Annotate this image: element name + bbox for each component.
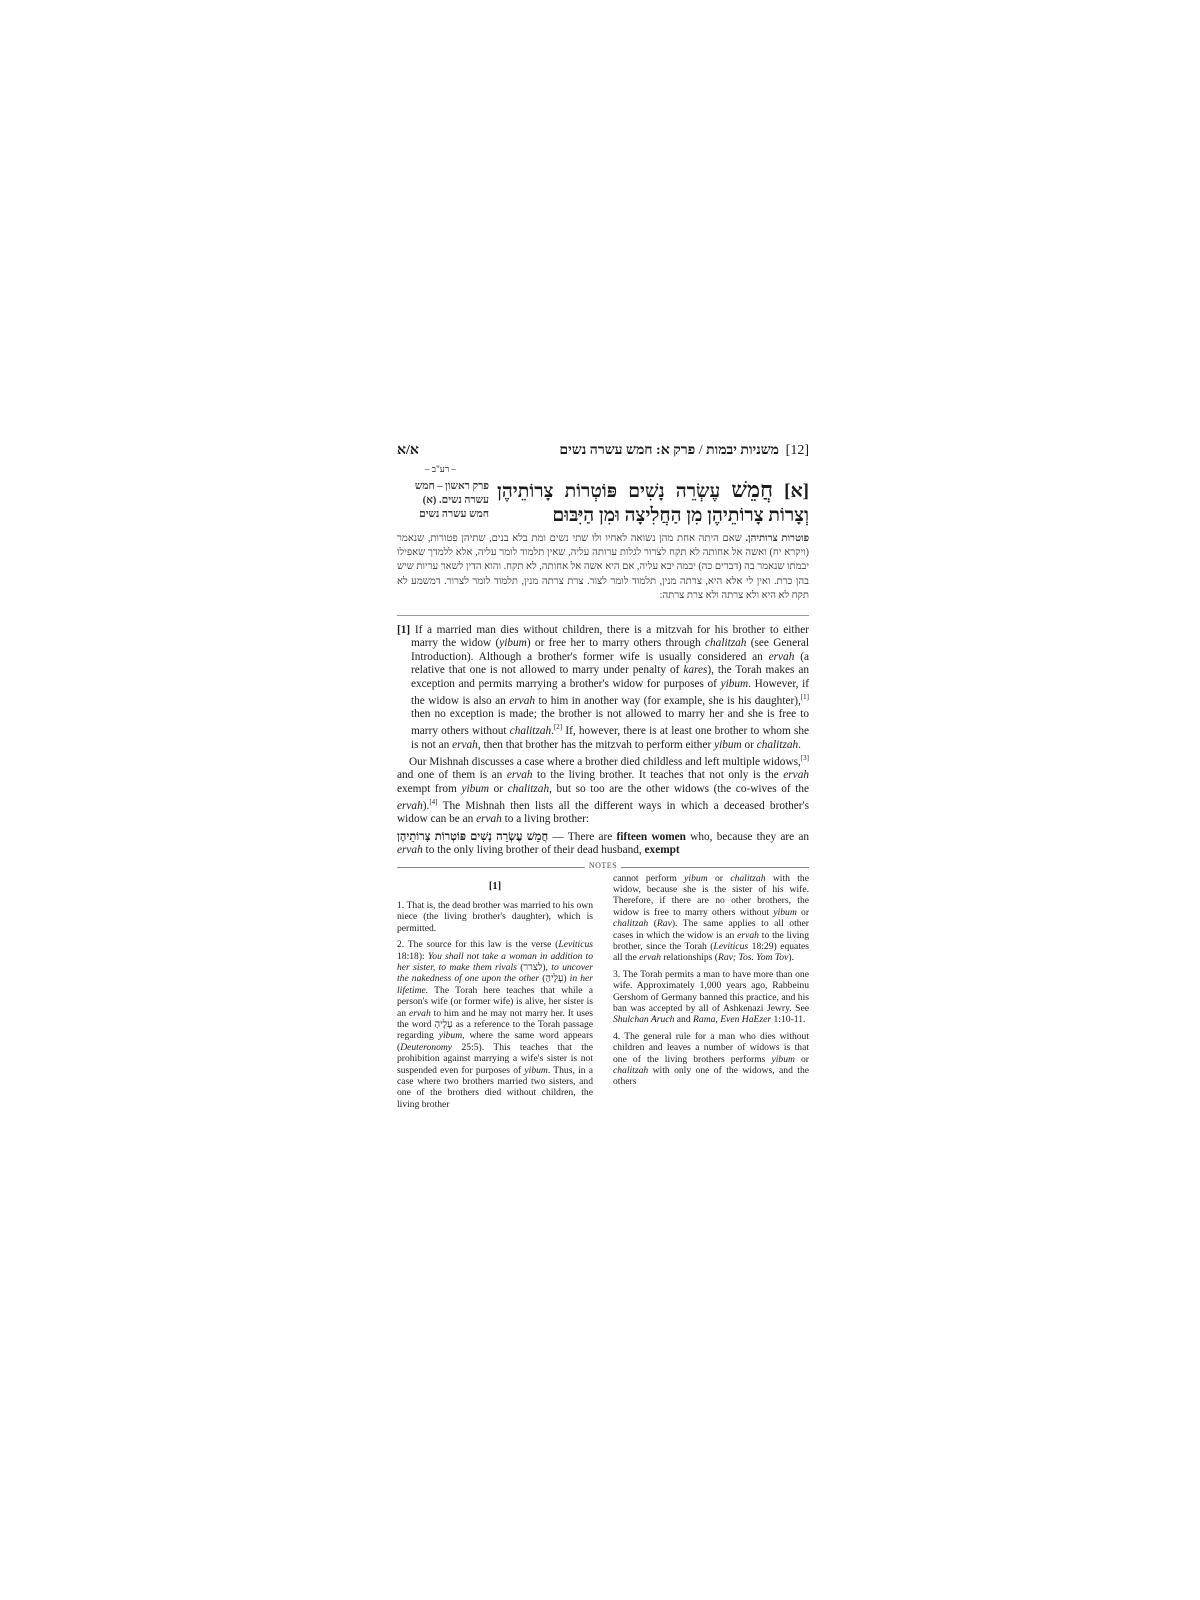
sidebar-line-3: חמש עשרה נשים: [419, 509, 489, 520]
italic-term: yibum: [499, 637, 527, 650]
tractate-title: משניות יבמות: [706, 443, 779, 458]
italic-term: ervah: [783, 769, 809, 782]
italic-term: chalitzah: [613, 1065, 649, 1077]
italic-term: chalitzah: [705, 637, 747, 650]
italic-term: yibum: [461, 782, 490, 795]
italic-term: yibum: [773, 906, 797, 918]
italic-term: in her lifetime.: [397, 973, 593, 996]
sidebar-heading: [397, 480, 489, 522]
italic-term: ervah: [397, 799, 423, 812]
english-elucidation: [397, 624, 809, 858]
paragraph-1: [397, 624, 809, 752]
note-item: 4. The general rule for a man who dies without children and leaves a number of widows is that one of the living brothers performs yibum or chalitzah with only one of the widows, and the others: [613, 1030, 810, 1088]
notes-heading: [1]: [488, 880, 502, 892]
italic-term: kares: [683, 664, 708, 677]
title-separator: /: [698, 443, 703, 458]
paragraph-3-text: — There are fifteen women who, because they are an ervah to the only living brother of their dead husband, exempt: [397, 830, 810, 857]
mishnah-reference: א/א: [397, 443, 419, 458]
notes-divider: [397, 861, 809, 873]
italic-term: chalitzah: [509, 725, 552, 738]
italic-term: You shall not take a woman in addition to her sister, to make them rivals: [397, 950, 593, 974]
bold-term: fifteen women: [616, 830, 686, 843]
mishnah-label: [א]: [784, 481, 809, 502]
running-title: [559, 440, 779, 462]
paragraph-number: [1]: [397, 624, 411, 637]
running-header: [397, 440, 809, 462]
notes-left-list: [397, 900, 593, 1110]
italic-term: Rav; Tos. Yom Tov: [717, 952, 789, 964]
italic-term: Shulchan Aruch: [613, 1014, 675, 1026]
italic-term: Deuteronomy: [400, 1041, 453, 1053]
note-item: 3. The Torah permits a man to have more than one wife. Approximately 1,000 years ago, Rabbeinu Gershom of Germany banned this practice, and his ban was accepted by all of Ashkenazi Jewry. See Shulchan Aruch and Rama, Even HaEzer 1:10-11.: [613, 968, 809, 1026]
mishnah-body: עֶשְׂרֵה נָשִׁים פּוֹטְרוֹת צָרוֹתֵיהֶן וְצָרוֹת צָרוֹתֵיהֶן מִן הַחֲלִיצָה וּמִן הַיִּבּוּם: [497, 481, 809, 526]
italic-term: Rama, Even HaEzer: [693, 1014, 772, 1026]
mishnah-block: [397, 478, 809, 530]
italic-term: ervah: [506, 769, 533, 782]
italic-term: ervah: [737, 929, 759, 941]
italic-term: chalitzah: [756, 738, 799, 751]
footnote-ref: [2]: [553, 723, 563, 732]
italic-term: yibum: [771, 1053, 795, 1065]
sidebar-line-1: פרק ראשון – חמש: [414, 481, 489, 492]
sidebar-line-2: עשרה נשים. (א): [422, 495, 489, 506]
italic-term: yibum: [714, 738, 742, 751]
bold-term: exempt: [644, 844, 680, 857]
italic-term: ervah: [397, 844, 423, 857]
rav-label-bar: [397, 462, 809, 478]
commentary-text: שאם היתה אחת מהן נשואה לאחיו ולו שתי נשים ומת בלא בנים, שתיהן פטורות, שנאמר (ויקרא יח) ואשה אל אחותה לא תקח לצרור לגלות ערותה עליה, שאין תלמוד לומר עליה, אלא ללמדך שאפילו יבמתו שנאמר בה (דברים כה) יבמה יבא עליה, אם היא אשה אל אחותה, לא תקח. והוא הדין לשאר עריות שיש בהן כרת. ואין לי אלא היא, צרתה מנין, תלמוד לומר לצור. צרת צרתה מנין, תלמוד לומר לצרור. דמשמע לא תקח לא היא ולא צרתה ולא צרת צרתה:: [397, 533, 809, 601]
italic-term: to uncover the nakedness of one upon the other: [397, 962, 593, 985]
notes-label: NOTES: [585, 861, 621, 870]
italic-term: chalitzah: [507, 782, 550, 795]
rav-label: – רע"ב –: [425, 464, 457, 474]
footnote-ref: [1]: [800, 693, 809, 702]
notes-column-left: [397, 873, 593, 1116]
italic-term: chalitzah: [613, 918, 649, 930]
italic-term: yibum: [720, 677, 749, 690]
chapter-title: פרק א: חמש עשרה נשים: [559, 443, 696, 458]
paragraph-2: Our Mishnah discusses a case where a brother died childless and left multiple widows,[3] and one of them is an ervah to the living brother. It teaches that not only is the ervah exempt from yibum or chalitzah, but so too are the other widows (the co-wives of the ervah).[4] The Mishnah then lists all the different ways in which a deceased brother's widow can be an ervah to a living brother:: [397, 754, 810, 826]
mishnah-text: [497, 478, 809, 528]
note-item: cannot perform yibum or chalitzah with the widow, because she is the sister of his wife. Therefore, if there are no other brothers, the widow is free to marry others without yibum or chalitzah (Rav). The same applies to all other cases in which the widow is an ervah to the living brother, since the Torah (Leviticus 18:29) equates all the ervah relationships (Rav; Tos. Yom Tov).: [613, 872, 810, 964]
italic-term: ervah: [452, 738, 478, 751]
mishnah-first-word: חֲמֵשׁ: [731, 477, 774, 502]
italic-term: Rav: [656, 918, 672, 930]
note-item: 1. That is, the dead brother was married to his own niece (the living brother's daughter), which is permitted.: [397, 899, 593, 934]
italic-term: ervah: [408, 1007, 431, 1019]
italic-term: yibum: [438, 1030, 463, 1042]
footnote-ref: [3]: [800, 754, 809, 763]
italic-term: yibum: [524, 1064, 548, 1076]
page-number: [12]: [785, 443, 809, 458]
rav-commentary: [397, 532, 809, 603]
notes-column-right: [613, 873, 809, 1093]
italic-term: ervah: [639, 952, 661, 964]
commentary-lead: פוטרות צרותיהן.: [745, 533, 810, 544]
italic-term: Leviticus: [713, 941, 749, 953]
paragraph-1-text: If a married man dies without children, there is a mitzvah for his brother to either marry the widow (yibum) or free her to marry others through chalitzah (see General Introduction). Although a brother's former wife is usually considered an ervah (a relative that one is not allowed to marry under penalty of kares), the Torah makes an exception and permits marrying a brother's widow for purposes of yibum. However, if the widow is also an ervah to him in another way (for example, she is his daughter),[1] then no exception is made; the brother is not allowed to marry her and she is free to marry others without chalitzah.[2] If, however, there is at least one brother to whom she is not an ervah, then that brother has the mitzvah to perform either yibum or chalitzah.: [410, 624, 810, 751]
italic-term: Leviticus: [558, 939, 593, 951]
italic-term: ervah: [509, 694, 535, 707]
note-item: 2. The source for this law is the verse (Leviticus 18:18): You shall not take a woman in addition to her sister, to make them rivals (לצרר), to uncover the nakedness of one upon the other (עָלֶיהָ) in her lifetime. The Torah here teaches that while a person's wife (or former wife) is alive, her sister is an ervah to him and he may not marry her. It uses the word עָלֶיהָ as a reference to the Torah passage regarding yibum, where the same word appears (Deuteronomy 25:5). This teaches that the prohibition against marrying a wife's sister is not suspended even for purposes of yibum. Thus, in a case where two brothers married two sisters, and one of the brothers died without children, the living brother: [397, 939, 594, 1110]
mishnah-quote: חֲמֵשׁ עֶשְׂרֵה נָשִׁים פּוֹטְרוֹת צָרוֹתֵיהֶן: [397, 830, 549, 843]
italic-term: yibum: [684, 872, 708, 884]
italic-term: ervah: [768, 650, 795, 663]
italic-term: ervah: [476, 813, 502, 826]
notes-right-list: [613, 873, 809, 1088]
book-page: [397, 440, 810, 1110]
footnote-ref: [4]: [429, 798, 438, 807]
paragraph-3: [397, 831, 809, 858]
section-divider: [397, 615, 809, 616]
italic-term: chalitzah: [730, 872, 766, 884]
